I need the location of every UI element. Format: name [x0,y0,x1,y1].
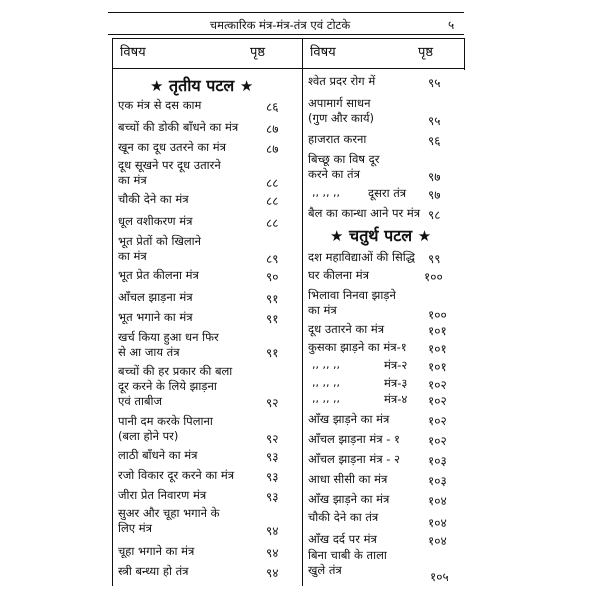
page-ref: ९६ [428,134,441,148]
list-item: दश महाविद्याओं की सिद्धि [308,250,415,264]
header-rule-top [108,12,464,13]
page-ref: १०२ [428,434,447,448]
section-title-fourth [330,224,431,246]
list-item: घर कीलना मंत्र [308,268,370,282]
list-item: बैल का कान्धा आने पर मंत्र [308,206,421,220]
section-title-third [150,74,253,96]
list-item: मंत्र-३ [384,376,408,390]
page-ref: १०२ [428,394,447,408]
list-item: आँख झाड़ने का मंत्र [308,492,390,506]
star-icon: ★ [417,227,432,245]
list-item: धूल वशीकरण मंत्र [118,214,193,228]
page-ref: १०३ [428,474,447,488]
list-item: आँख झाड़ने का मंत्र [308,412,390,426]
page-ref: १०१ [428,342,447,356]
list-item: दूसरा तंत्र [368,186,407,200]
list-item: चौकी देने का तंत्र [308,510,379,524]
list-item: मंत्र-२ [384,358,408,372]
list-item: आँचल झाड़ना मंत्र - १ [308,432,401,446]
page-ref: १०० [424,270,443,284]
list-item: खर्च किया हुआ धन फिर से आ जाय तंत्र [118,330,219,359]
list-item: चौकी देने का मंत्र [118,192,189,206]
page-ref: ९३ [266,450,279,464]
page-ref: १०० [428,308,447,322]
list-item: रजो विकार दूर करने का मंत्र [118,468,235,482]
page-number: ५ [448,18,455,32]
page-ref: ८८ [266,176,279,190]
right-page-header: पृष्ठ [418,45,434,60]
list-item: जीरा प्रेत निवारण मंत्र [118,488,207,502]
list-item: आँचल झाड़ना मंत्र [118,290,193,304]
list-item: लाठी बाँधने का मंत्र [118,448,198,462]
page-ref: १०२ [428,414,447,428]
page-ref: ९५ [428,76,441,90]
page-ref: ९८ [428,208,441,222]
list-item: दूध उतारने का मंत्र [308,322,385,336]
list-item: खून का दूध उतरने का मंत्र [118,140,227,154]
table-right-border [464,38,465,70]
page-ref: १०४ [428,494,447,508]
section-title-third-text: तृतीय पटल [169,76,235,95]
list-item: अपामार्ग साधन (गुण और कार्य) [308,96,375,125]
page-ref: ८९ [266,252,279,266]
ditto-marks: ,, ,, ,, [312,186,340,199]
column-divider [302,38,303,586]
page-ref: ९२ [266,432,279,446]
page-ref: ९२ [266,396,279,410]
star-icon: ★ [150,77,164,95]
page-ref: १०२ [428,378,447,392]
list-item: भूत प्रेत कीलना मंत्र [118,268,199,282]
list-item: भूत भगाने का मंत्र [118,310,193,324]
list-item: आधा सीसी का मंत्र [308,472,388,486]
list-item: बिच्छू का विष दूर करने का तंत्र [308,152,380,181]
list-item: बच्चों की डोकी बाँधने का मंत्र [118,120,239,134]
ditto-marks: ,, ,, ,, [312,358,340,371]
list-item: चूहा भगाने का मंत्र [118,544,195,558]
ditto-marks: ,, ,, ,, [312,376,340,389]
list-item: आँख दर्द पर मंत्र [308,532,377,546]
list-item: भूत प्रेतों को खिलाने का मंत्र [118,234,202,263]
page-ref: ८७ [266,122,279,136]
list-item: बच्चों की हर प्रकार की बला दूर करने के लिये झाड़ना एवं ताबीज [118,364,233,408]
list-item: दूध सूखने पर दूध उतारने का मंत्र [118,158,221,187]
page-ref: ९० [266,270,279,284]
page-ref: १०४ [428,516,447,530]
page-ref: ९७ [428,188,441,202]
page-ref: ८७ [266,142,279,156]
star-icon: ★ [239,77,254,95]
page-ref: ९१ [266,312,279,326]
page-ref: १०५ [430,570,449,584]
star-icon: ★ [330,227,344,245]
list-item: स्त्री बन्ध्या हो तंत्र [118,564,189,578]
page-ref: ८६ [266,100,279,114]
list-item: एक मंत्र से दस काम [118,98,202,112]
list-item: मंत्र-४ [384,392,408,406]
left-page-header: पृष्ठ [250,45,266,60]
page-ref: ९९ [428,252,441,266]
ditto-marks: ,, ,, ,, [312,392,340,405]
table-top-rule [112,38,464,39]
page-ref: ८८ [266,194,279,208]
list-item: श्वेत प्रदर रोग में [308,74,376,88]
page-ref: ९४ [266,546,279,560]
running-title: चमत्कारिक मंत्र-मंत्र-तंत्र एवं टोटके [209,18,351,32]
header-rule-bottom [108,34,464,35]
list-item: हाजरात करना [308,132,367,146]
list-item: आँचल झाड़ना मंत्र - २ [308,452,401,466]
page-ref: ९१ [266,346,279,360]
list-item: पानी दम करके पिलाना (बला होने पर) [118,414,213,443]
page-ref: ९१ [266,292,279,306]
left-subject-header: विषय [120,45,146,60]
page-ref: ९४ [266,566,279,580]
page-ref: १०१ [428,360,447,374]
page-ref: १०४ [428,534,447,548]
list-item: बिना चाबी के ताला खुले तंत्र [308,548,387,577]
page-ref: १०१ [428,324,447,338]
list-item: सुअर और चूहा भगाने के लिए मंत्र [118,506,220,535]
page-ref: ९३ [266,490,279,504]
page-ref: ९७ [428,170,441,184]
page-ref: ९३ [266,470,279,484]
page-ref: ९५ [428,114,441,128]
list-item: कुसका झाड़ने का मंत्र-१ [308,340,407,354]
column-header-rule [112,68,464,69]
list-item: भिलावा निनवा झाड़ने का मंत्र [308,288,396,317]
table-left-border [112,38,113,586]
right-subject-header: विषय [310,45,336,60]
page-ref: ८८ [266,216,279,230]
section-title-fourth-text: चतुर्थ पटल [349,226,413,245]
page-ref: १०३ [428,454,447,468]
page-ref: ९४ [266,524,279,538]
